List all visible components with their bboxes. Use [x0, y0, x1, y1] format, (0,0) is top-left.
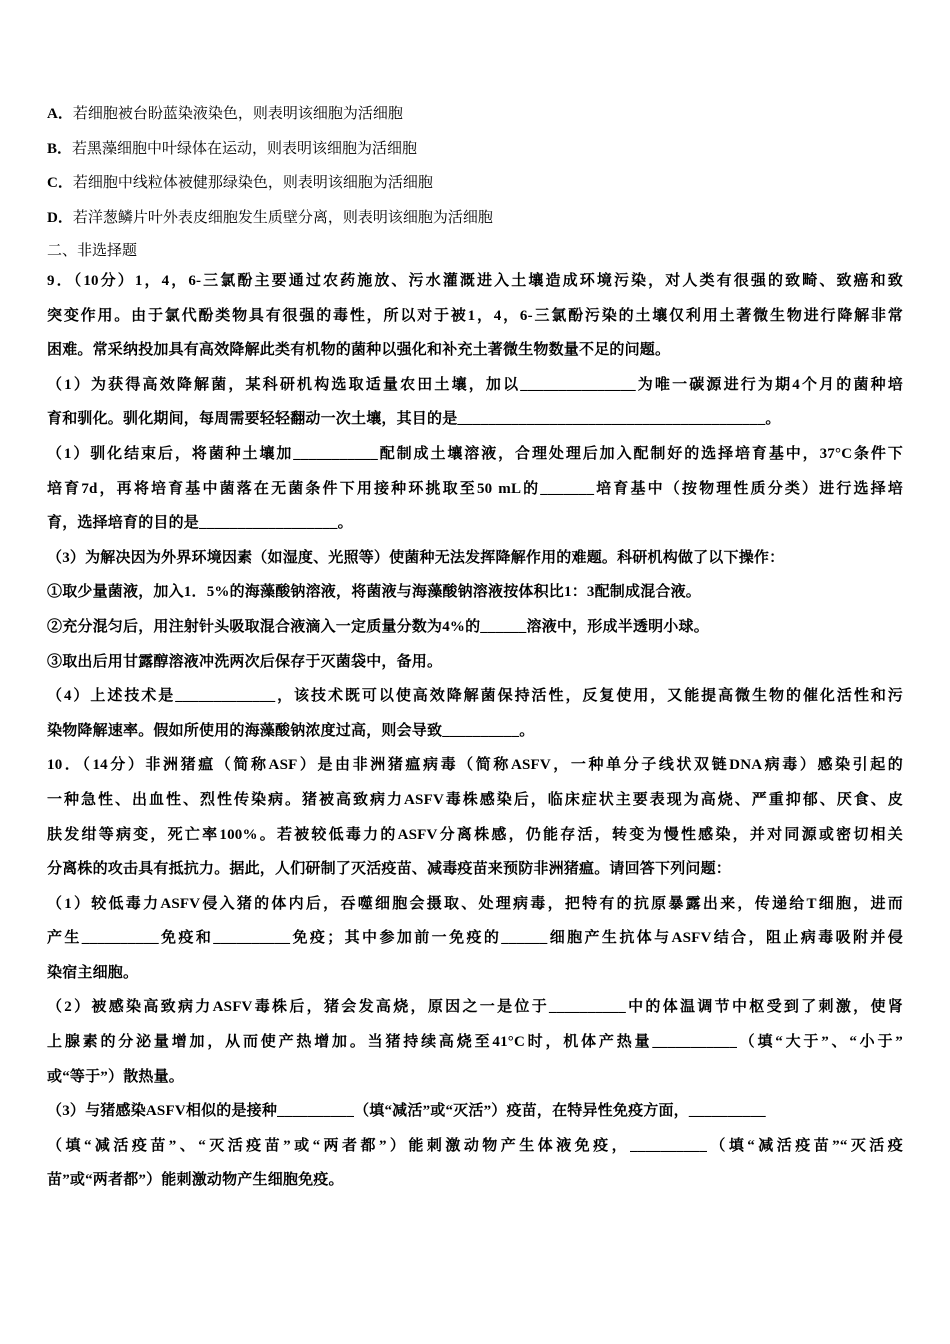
option-c [47, 167, 903, 202]
q9-part2-line-3: 育，选择培育的目的是__________________。 [47, 515, 353, 532]
option-text: 若洋葱鳞片叶外表皮细胞发生质壁分离，则表明该细胞为活细胞 [72, 207, 493, 226]
question-body [47, 264, 903, 1198]
option-letter: A． [47, 106, 73, 122]
q9-line-1: 9．（10分）1，4，6-三氯酚主要通过农药施放、污水灌溉进入土壤造成环境污染，对人类有很强的致畸、致癌和致 [47, 273, 903, 289]
q9-part4-line-2: 染物降解速率。假如所使用的海藻酸钠浓度过高，则会导致__________。 [47, 722, 535, 739]
q9-part4-line-1: （4）上述技术是_____________，该技术既可以使高效降解菌保持活性，反复使用，又能提高微生物的催化活性和污 [47, 688, 903, 705]
q10-part1-line-1: （1）较低毒力ASFV侵入猪的体内后，吞噬细胞会摄取、处理病毒，把特有的抗原暴露出来，传递给T细胞，进而 [47, 895, 903, 912]
q9-step-3: ③取出后用甘露醇溶液冲洗两次后保存于灭菌袋中，备用。 [47, 653, 443, 670]
q10-line-3: 肤发绀等病变，死亡率100%。若被较低毒力的ASFV分离株感，仍能存活，转变为慢性感染，并对同源或密切相关 [47, 826, 903, 843]
option-a [47, 98, 903, 133]
q10-part2-line-2: 上腺素的分泌量增加，从而使产热增加。当猪持续高烧至41°C时，机体产热量___________（填“大于”、“小于” [47, 1034, 903, 1051]
option-letter: D． [47, 209, 73, 226]
q9-part3-line-1: （3）为解决因为外界环境因素（如湿度、光照等）使菌种无法发挥降解作用的难题。科研机构做了以下操作： [47, 549, 785, 566]
option-text: 若细胞被台盼蓝染液染色，则表明该细胞为活细胞 [72, 104, 403, 122]
option-text: 若细胞中线粒体被健那绿染色，则表明该细胞为活细胞 [72, 173, 433, 191]
q9-line-3: 困难。常采纳投加具有高效降解此类有机物的菌种以强化和补充土著微生物数量不足的问题。 [47, 342, 671, 359]
option-d [47, 202, 903, 237]
q10-line-4: 分离株的攻击具有抵抗力。据此，人们研制了灭活疫苗、减毒疫苗来预防非洲猪瘟。请回答下列问题： [47, 861, 732, 878]
q10-line-1: 10．（14分）非洲猪瘟（简称ASF）是由非洲猪瘟病毒（简称ASFV，一种单分子线状双链DNA病毒）感染引起的 [47, 757, 903, 774]
q9-step-1: ①取少量菌液，加入1．5%的海藻酸钠溶液，将菌液与海藻酸钠溶液按体积比1：3配制成混合液。 [47, 584, 702, 601]
q10-part3-line-3: 苗”或“两者都”）能刺激动物产生细胞免疫。 [47, 1172, 344, 1189]
exam-page [47, 98, 903, 1198]
q9-step-2: ②充分混匀后，用注射针头吸取混合液滴入一定质量分数为4%的______溶液中，形成半透明小球。 [47, 618, 709, 635]
q10-part1-line-3: 染宿主细胞。 [47, 964, 139, 981]
q10-part2-line-3: 或“等于”）散热量。 [47, 1068, 185, 1085]
option-b [47, 133, 903, 168]
q9-part1-line-2: 育和驯化。驯化期间，每周需要轻轻翻动一次土壤，其目的是________________________________________。 [47, 411, 781, 428]
q9-part1-line-1: （1）为获得高效降解菌，某科研机构选取适量农田土壤，加以_______________为唯一碳源进行为期4个月的菌种培 [47, 376, 903, 393]
q10-part3-line-2: （填“减活疫苗”、“灭活疫苗”或“两者都”）能刺激动物产生体液免疫，__________（填“减活疫苗”“灭活疫 [47, 1137, 903, 1154]
q9-part2-line-1: （1）驯化结束后，将菌种土壤加___________配制成土壤溶液，合理处理后加入配制好的选择培育基中，37°C条件下 [47, 445, 903, 462]
q9-part2-line-2: 培育7d，再将培育基中菌落在无菌条件下用接种环挑取至50 mL的_______培育基中（按物理性质分类）进行选择培 [47, 480, 903, 497]
q10-part2-line-1: （2）被感染高致病力ASFV毒株后，猪会发高烧，原因之一是位于__________中的体温调节中枢受到了刺激，使肾 [47, 999, 903, 1016]
q9-line-2: 突变作用。由于氯代酚类物具有很强的毒性，所以对于被1，4，6-三氯酚污染的土壤仅利用土著微生物进行降解非常 [47, 307, 903, 324]
option-text: 若黑藻细胞中叶绿体在运动，则表明该细胞为活细胞 [72, 138, 418, 157]
section-heading: 二、非选择题 [47, 241, 138, 259]
q10-part3-line-1: （3）与猪感染ASFV相似的是接种__________（填“减活”或“灭活”）疫苗，在特异性免疫方面，__________ [47, 1103, 766, 1120]
q10-line-2: 一种急性、出血性、烈性传染病。猪被高致病力ASFV毒株感染后，临床症状主要表现为高烧、严重抑郁、厌食、皮 [47, 791, 903, 808]
option-letter: C． [47, 175, 73, 191]
option-letter: B． [47, 140, 73, 157]
q10-part1-line-2: 产生__________免疫和__________免疫；其中参加前一免疫的______细胞产生抗体与ASFV结合，阻止病毒吸附并侵 [47, 930, 903, 947]
